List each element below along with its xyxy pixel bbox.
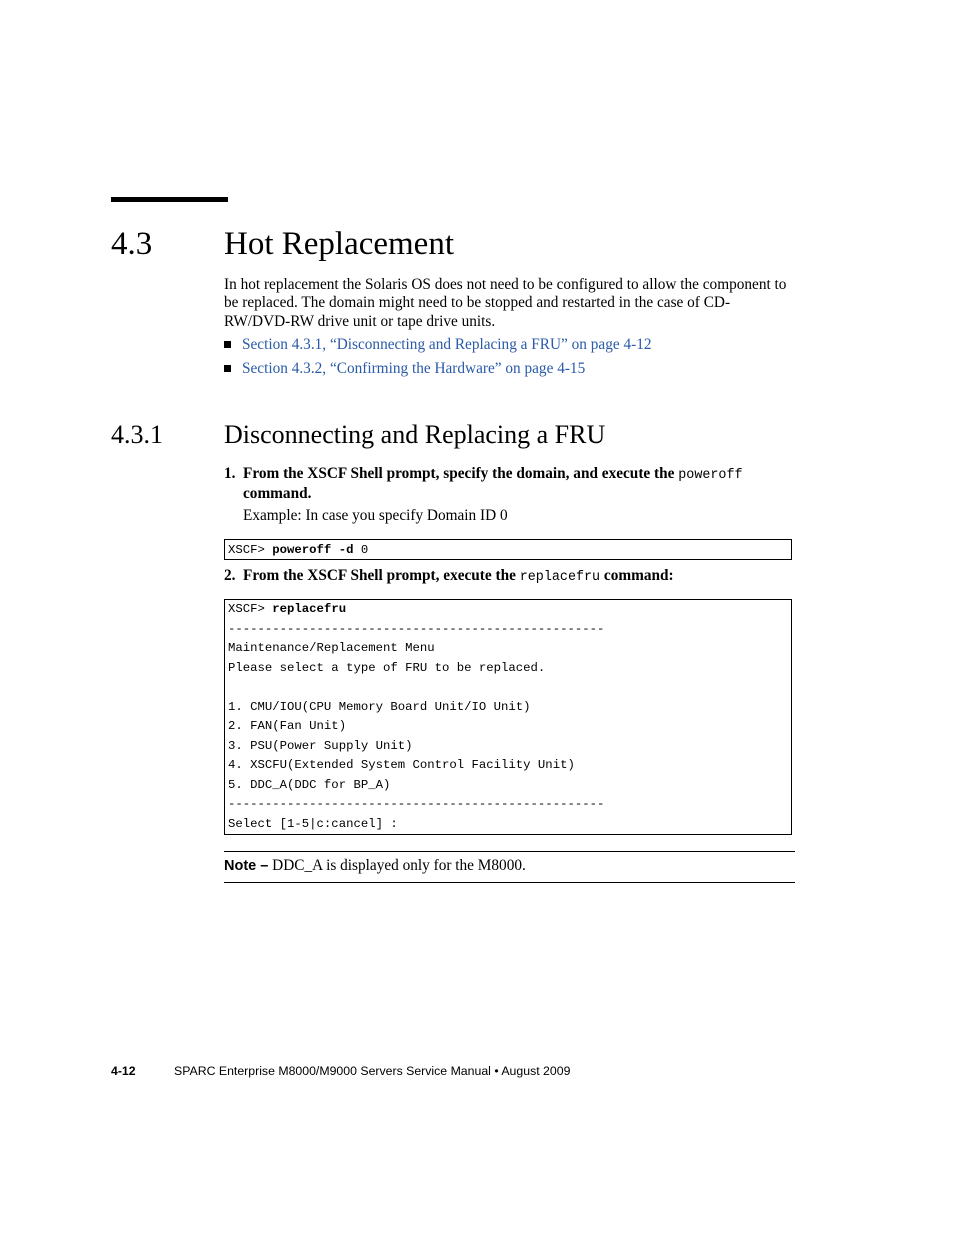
link-section-4-3-1[interactable]: Section 4.3.1, “Disconnecting and Replacing a FRU” on page 4-12 (242, 336, 652, 353)
subsection-number: 4.3.1 (111, 420, 163, 449)
note-label: Note – (224, 858, 269, 874)
section-link-list (224, 336, 652, 384)
intro-paragraph: In hot replacement the Solaris OS does not need to be configured to allow the component to be replaced. The domain might need to be stopped and restarted in the case of CD-RW/DVD-RW drive unit or tape drive units. (224, 276, 787, 330)
code-block-poweroff (224, 539, 792, 560)
code-line: --------------------------------------------------- (228, 621, 605, 636)
code-line: 4. XSCFU(Extended System Control Facility Unit) (228, 758, 575, 772)
code-line: 1. CMU/IOU(CPU Memory Board Unit/IO Unit) (228, 699, 531, 714)
section-title: Hot Replacement (224, 226, 455, 262)
code-argument: 0 (353, 543, 369, 557)
note-bottom-rule (224, 882, 795, 883)
code-line: Select [1-5|c:cancel] : (228, 816, 398, 831)
note-text: DDC_A is displayed only for the M8000. (268, 857, 526, 874)
list-item (224, 336, 652, 360)
code-line (228, 600, 791, 620)
step-text: From the XSCF Shell prompt, execute the replacefru command: (243, 567, 674, 585)
footer-page-number: 4-12 (111, 1064, 136, 1078)
code-line: --------------------------------------------------- (228, 797, 605, 811)
code-block-replacefru (224, 599, 792, 835)
section-rule (111, 197, 228, 202)
note (224, 856, 526, 876)
code-line: 3. PSU(Power Supply Unit) (228, 738, 413, 753)
list-item (224, 360, 652, 384)
code-line: 5. DDC_A(DDC for BP_A) (228, 777, 391, 792)
code-command: replacefru (272, 602, 347, 616)
example-text: Example: In case you specify Domain ID 0 (243, 507, 508, 524)
step-1 (224, 465, 798, 504)
link-section-4-3-2[interactable]: Section 4.3.2, “Confirming the Hardware” on page 4-15 (242, 360, 586, 377)
code-line: 2. FAN(Fan Unit) (228, 719, 347, 733)
code-line (228, 678, 791, 698)
section-number: 4.3 (111, 226, 153, 262)
subsection-title: Disconnecting and Replacing a FRU (224, 420, 606, 449)
code-command: poweroff -d (272, 543, 354, 557)
step-2 (224, 567, 798, 587)
step-number: 2. (224, 567, 236, 584)
footer-title: SPARC Enterprise M8000/M9000 Servers Service Manual • August 2009 (174, 1064, 571, 1078)
code-line: Please select a type of FRU to be replaced. (228, 660, 546, 675)
inline-command: replacefru (519, 570, 601, 585)
square-bullet-icon (224, 365, 231, 372)
note-top-rule (224, 851, 795, 852)
code-prompt: XSCF> (228, 602, 273, 616)
inline-command: poweroff (678, 468, 743, 483)
code-line: Maintenance/Replacement Menu (228, 641, 435, 655)
code-prompt: XSCF> (228, 543, 273, 557)
square-bullet-icon (224, 341, 231, 348)
step-number: 1. (224, 465, 236, 482)
step-text: From the XSCF Shell prompt, specify the domain, and execute the poweroff command. (243, 465, 743, 503)
